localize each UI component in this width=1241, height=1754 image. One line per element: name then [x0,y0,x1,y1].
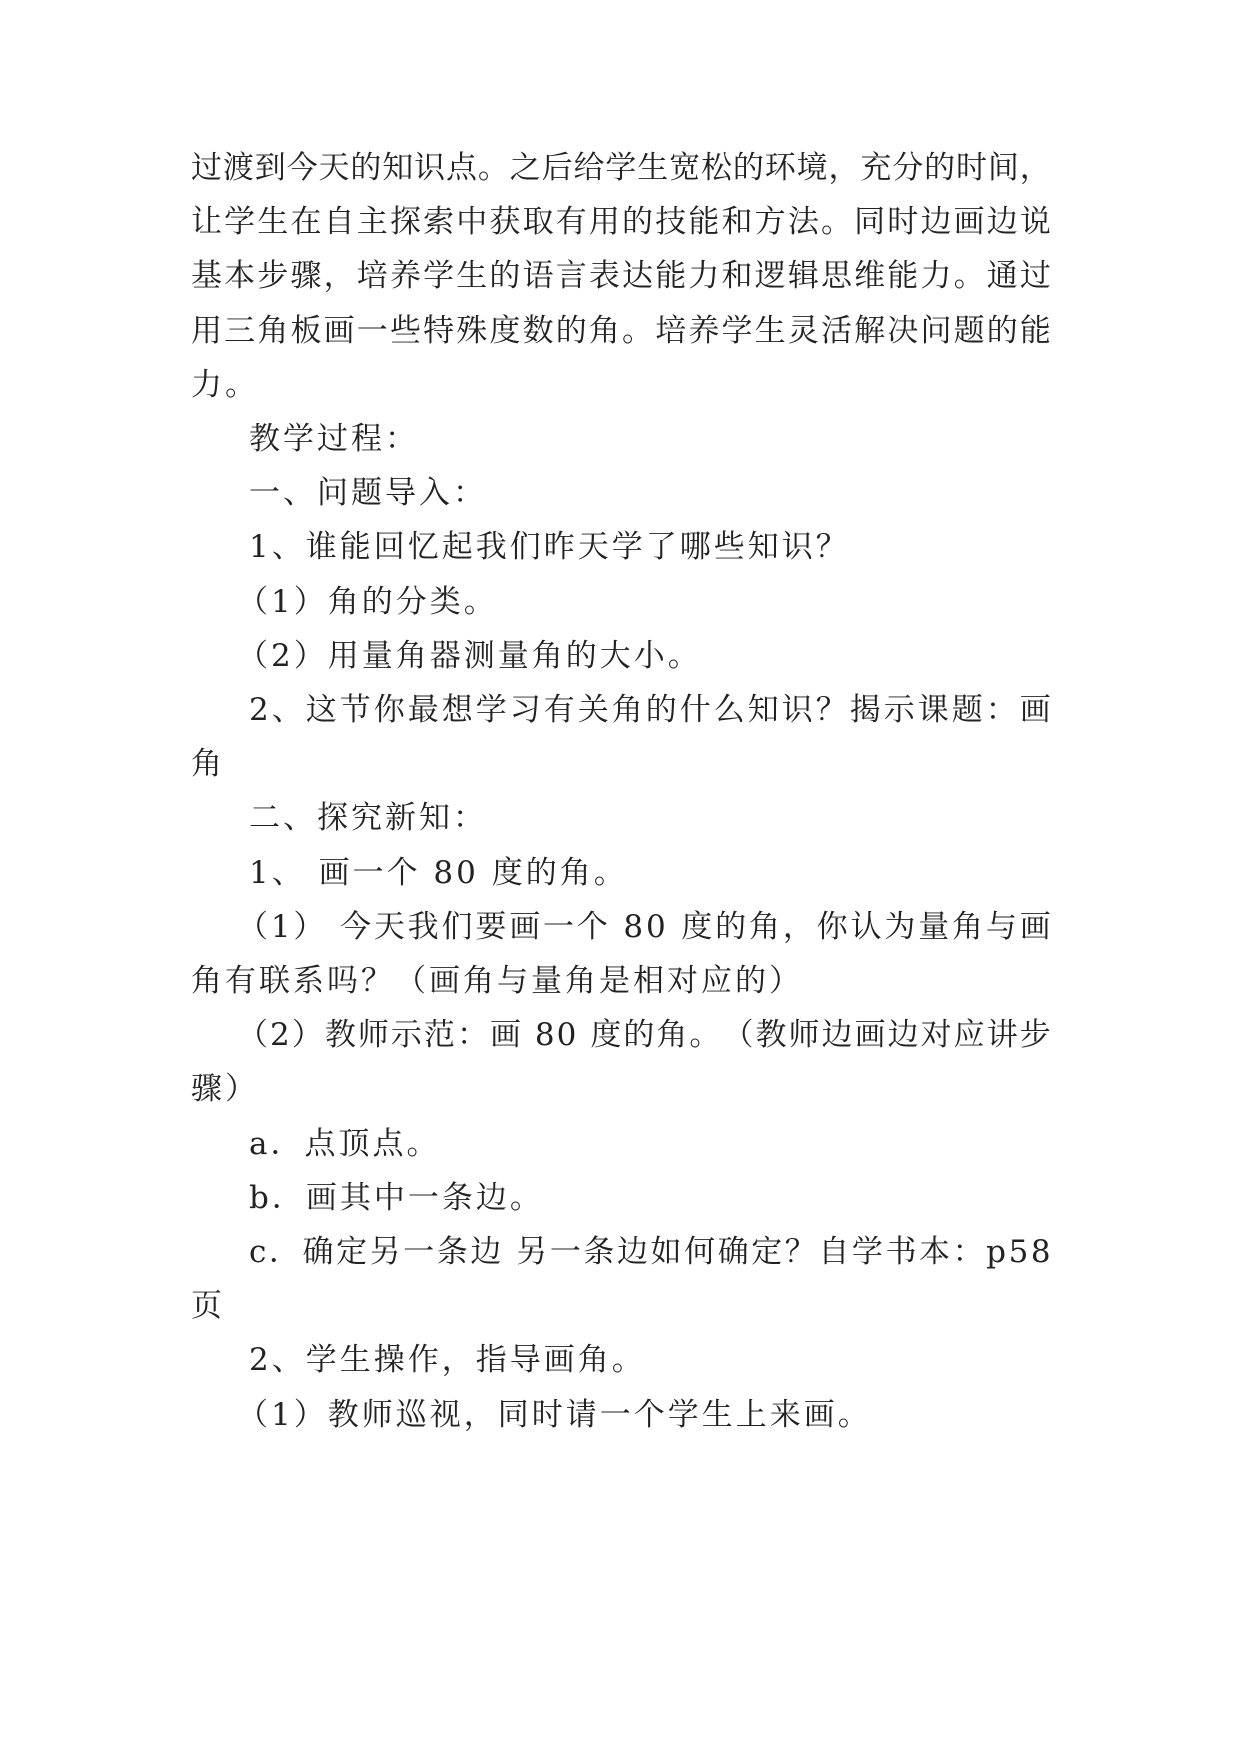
section-heading: 一、问题导入： [249,475,487,511]
paragraph-line: 力。 [191,367,259,403]
section-heading: 二、探究新知： [249,800,487,836]
list-item: a．点顶点。 [249,1126,441,1162]
paragraph-line: 骤） [191,1071,259,1107]
list-item: c ． 确 定 另 一 条 边 另 一 条 边 如 何 确 定 ？ 自 学 书 本 ： p 5 8 [249,1234,1051,1270]
paragraph-line: 过 渡 到 今 天 的 知 识 点 。 之 后 给 学 生 宽 松 的 环 境 ， 充 分 的 时 间 ， [191,150,1051,186]
paragraph-line: 用 三 角 板 画 一 些 特 殊 度 数 的 角 。 培 养 学 生 灵 活 解 决 问 题 的 能 [191,313,1051,349]
paragraph-line: 角有联系吗？（画角与量角是相对应的） [191,963,803,999]
section-heading: 教学过程： [249,421,419,457]
list-item: （1）角的分类。 [237,584,498,620]
list-item: 1、 画一个 80 度的角。 [249,855,628,891]
list-item: （ 1 ） 今 天 我 们 要 画 一 个 8 0 度 的 角 ， 你 认 为 量 角 与 画 [237,909,1051,945]
list-item: （1）教师巡视，同时请一个学生上来画。 [237,1397,872,1433]
list-item: 2 、 这 节 你 最 想 学 习 有 关 角 的 什 么 知 识 ？ 揭 示 课 题 ： 画 [249,692,1051,728]
list-item: （2）用量角器测量角的大小。 [237,638,702,674]
list-item: 1、谁能回忆起我们昨天学了哪些知识？ [249,529,850,565]
list-item: （ 2 ） 教 师 示 范 ： 画 8 0 度 的 角 。 （ 教 师 边 画 边 对 应 讲 步 [237,1017,1051,1053]
list-item: b．画其中一条边。 [249,1180,544,1216]
paragraph-line: 角 [191,746,225,782]
paragraph-line: 页 [191,1288,225,1324]
paragraph-line: 基 本 步 骤 ， 培 养 学 生 的 语 言 表 达 能 力 和 逻 辑 思 维 能 力 。 通 过 [191,258,1051,294]
list-item: 2、学生操作，指导画角。 [249,1342,646,1378]
paragraph-line: 让 学 生 在 自 主 探 索 中 获 取 有 用 的 技 能 和 方 法 。 同 时 边 画 边 说 [191,204,1051,240]
